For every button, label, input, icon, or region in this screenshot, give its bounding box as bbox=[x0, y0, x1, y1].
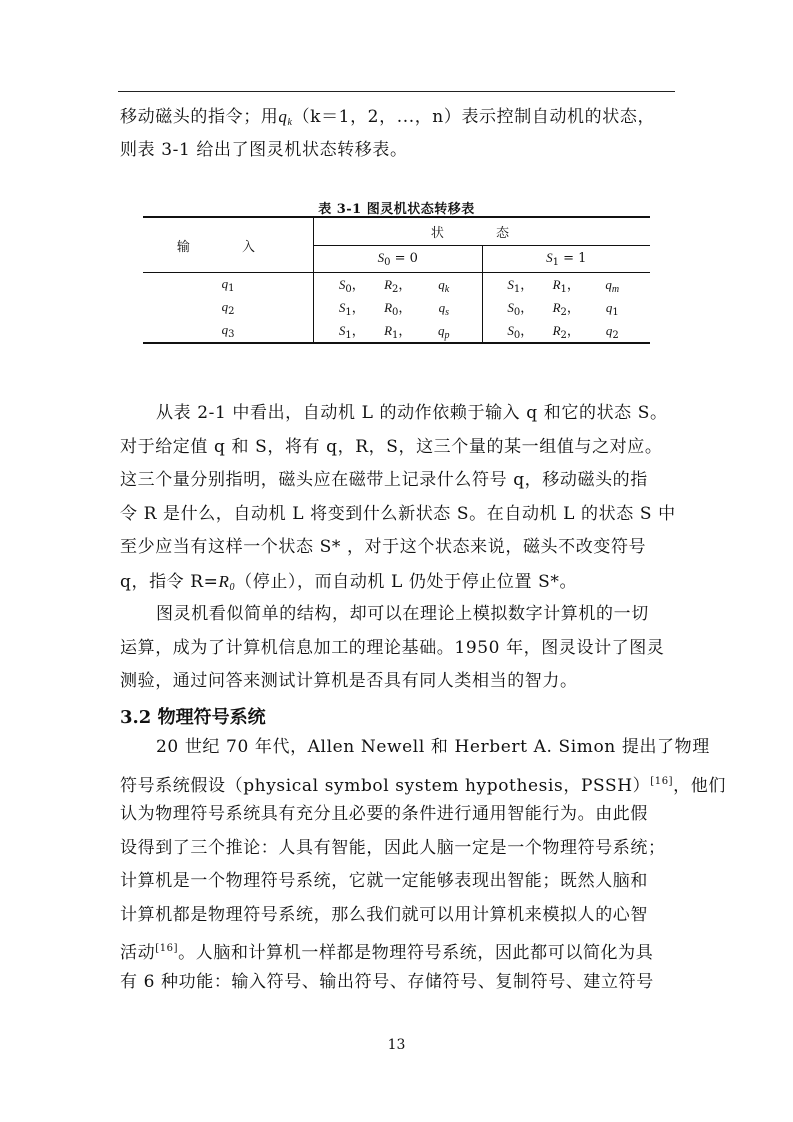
state-transition-table bbox=[143, 216, 650, 344]
table-row bbox=[143, 296, 650, 319]
text-line: 计算机都是物理符号系统，那么我们就可以用计算机来模拟人的心智 bbox=[120, 904, 648, 925]
text-line: 设得到了三个推论：人具有智能，因此人脑一定是一个物理符号系统； bbox=[120, 837, 666, 858]
text-line: 图灵机看似简单的结构，却可以在理论上模拟数字计算机的一切 bbox=[156, 604, 649, 624]
text-line: 活动[16]。人脑和计算机一样都是物理符号系统，因此都可以简化为具 bbox=[120, 943, 654, 963]
text-line: 运算，成为了计算机信息加工的理论基础。1950 年，图灵设计了图灵 bbox=[120, 637, 665, 658]
section-heading: 3.2 物理符号系统 bbox=[120, 707, 266, 728]
table-caption: 表 3-1 图灵机状态转移表 bbox=[318, 202, 475, 217]
table-row bbox=[143, 319, 650, 343]
page-number: 13 bbox=[387, 1037, 406, 1053]
row-cell: $S_0$， $R_2$， $q_k$ bbox=[314, 273, 483, 297]
text-line: 有 6 种功能：输入符号、输出符号、存储符号、复制符号、建立符号 bbox=[120, 971, 654, 992]
citation: [16] bbox=[650, 775, 674, 787]
citation: [16] bbox=[155, 943, 179, 954]
text-line: 计算机是一个物理符号系统，它就一定能够表现出智能；既然人脑和 bbox=[120, 871, 648, 891]
header-rule bbox=[118, 91, 675, 92]
row-cell: $S_0$， $R_2$， $q_2$ bbox=[482, 319, 650, 343]
row-input: $q_2$ bbox=[221, 298, 235, 317]
text-line: 至少应当有这样一个状态 S* ，对于这个状态来说，磁头不改变符号 bbox=[120, 537, 647, 557]
state-col-1: $S_1 = 1$ bbox=[482, 246, 650, 273]
row-cell: $S_1$， $R_1$， $q_p$ bbox=[314, 319, 483, 343]
paragraph-automaton bbox=[120, 397, 674, 699]
text-line: 则表 3-1 给出了图灵机状态转移表。 bbox=[120, 139, 408, 160]
text-line: 认为物理符号系统具有充分且必要的条件进行通用智能行为。由此假 bbox=[120, 804, 648, 824]
text-line: 测验，通过问答来测试计算机是否具有同人类相当的智力。 bbox=[120, 671, 578, 691]
text-line: 从表 2-1 中看出，自动机 L 的动作依赖于输入 q 和它的状态 S。 bbox=[156, 403, 668, 423]
row-cell: $S_1$， $R_0$， $q_s$ bbox=[314, 296, 483, 319]
header-input: 输 入 bbox=[143, 217, 314, 273]
text-line: 移动磁头的指令；用$q_k(k=1$，2，...，n）表示控制自动机的状态， bbox=[120, 107, 656, 128]
header-state: 状 态 bbox=[314, 217, 651, 246]
text-line: 对于给定值 q 和 S，将有 q，R，S，这三个量的某一组值与之对应。 bbox=[120, 436, 663, 457]
paragraph-pssh bbox=[120, 731, 726, 999]
row-cell: $S_0$， $R_2$， $q_1$ bbox=[482, 296, 650, 319]
text-line: 20 世纪 70 年代，Allen Newell 和 Herbert A. Simon 提出了物理 bbox=[156, 737, 710, 757]
row-input: $q_3$ bbox=[143, 319, 314, 343]
text-line: 这三个量分别指明，磁头应在磁带上记录什么符号 q，移动磁头的指 bbox=[120, 470, 648, 490]
top-paragraph bbox=[120, 100, 674, 167]
text-line: q，指令 $R=R_0$（停止），而自动机 L 仍处于停止位置 S*。 bbox=[120, 571, 578, 593]
state-col-0: $S_0 = 0$ bbox=[314, 246, 483, 273]
table-row bbox=[143, 273, 650, 297]
text-line: 令 R 是什么，自动机 L 将变到什么新状态 S。在自动机 L 的状态 S 中 bbox=[120, 503, 676, 524]
row-input: $q_1$ bbox=[221, 275, 235, 294]
text-line: 符号系统假设（physical symbol system hypothesis，PSSH）[16]，他们 bbox=[120, 775, 726, 796]
row-cell: $S_1$， $R_1$， $q_m$ bbox=[482, 273, 650, 297]
